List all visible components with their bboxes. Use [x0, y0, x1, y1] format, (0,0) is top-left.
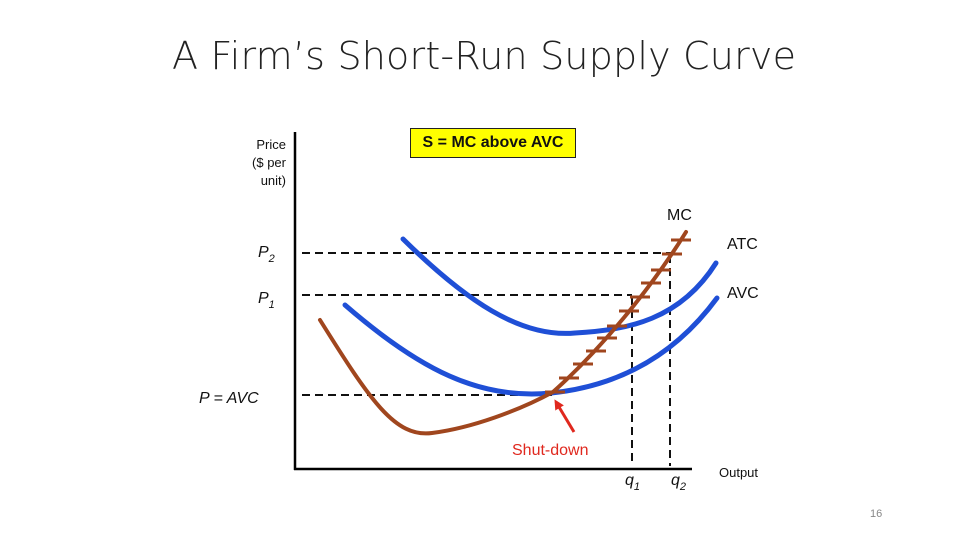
mc-label: MC: [667, 207, 692, 224]
y-axis-label-line-1: Price: [256, 137, 286, 152]
supply-rule-callout: S = MC above AVC: [410, 128, 576, 158]
atc-label: ATC: [727, 236, 758, 253]
shutdown-label: Shut-down: [512, 442, 589, 459]
q1-label: $q_1$: [625, 472, 641, 493]
p2-label: $P_2$: [258, 244, 275, 265]
page-number: 16: [870, 508, 883, 520]
y-axis-label-line-2: ($ per: [252, 155, 286, 170]
shutdown-arrow: [556, 402, 574, 432]
p-avc-label: P = AVC: [199, 390, 259, 407]
y-axis-label-line-3: unit): [260, 173, 286, 188]
q2-label: $q_2$: [671, 472, 687, 493]
slide-title: A Firm’s Short-Run Supply Curve: [172, 34, 797, 78]
x-axis-label: Output: [719, 465, 759, 480]
avc-label: AVC: [727, 285, 759, 302]
p1-label: $P_1$: [258, 290, 275, 311]
